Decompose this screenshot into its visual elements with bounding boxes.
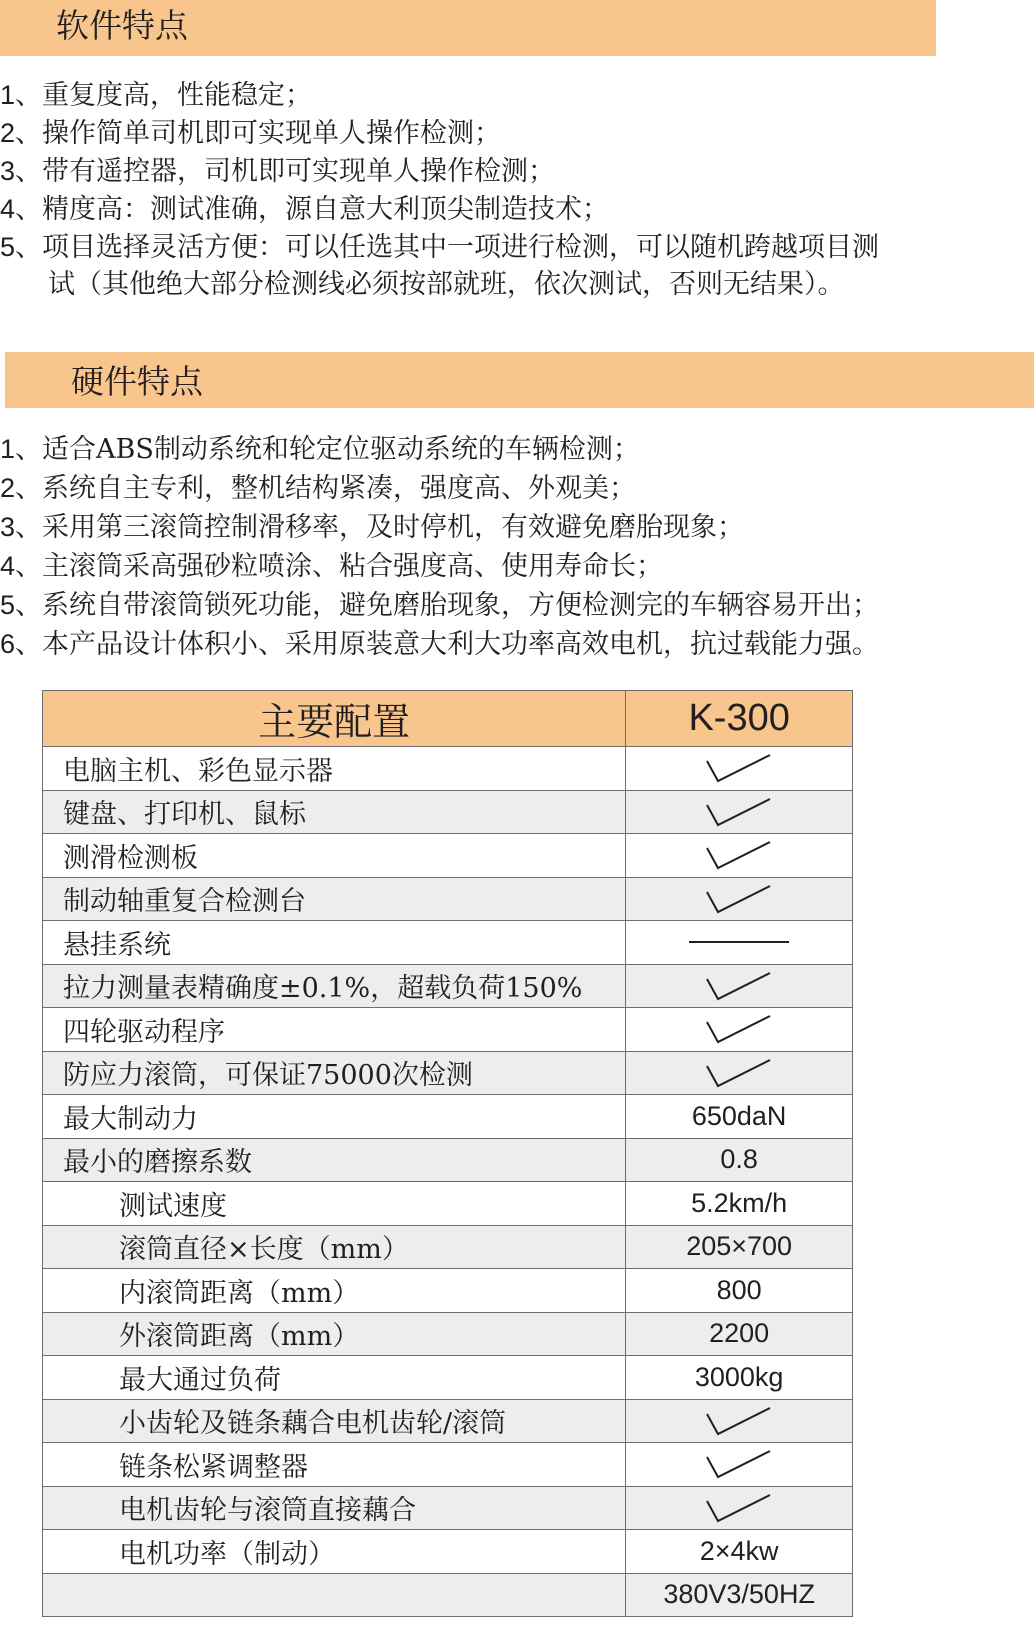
- spec-name: 制动轴重复合检测台: [43, 877, 626, 921]
- spec-name: 电机功率（制动）: [43, 1530, 626, 1574]
- spec-name: 四轮驱动程序: [43, 1008, 626, 1052]
- spec-name: 键盘、打印机、鼠标: [43, 790, 626, 834]
- feature-text: 、系统自带滚筒锁死功能，避免磨胎现象，方便检测完的车辆容易开出；: [15, 590, 880, 621]
- spec-value: [626, 834, 853, 878]
- feature-number: 5: [0, 232, 16, 262]
- feature-text: 、采用第三滚筒控制滑移率，及时停机，有效避免磨胎现象；: [15, 512, 745, 543]
- spec-value: 2200: [626, 1312, 853, 1356]
- spec-row: [43, 1312, 853, 1356]
- spec-value: 380V3/50HZ: [626, 1573, 853, 1617]
- check-icon: [626, 1491, 852, 1525]
- spec-row: [43, 1486, 853, 1530]
- spec-value: [626, 1051, 853, 1095]
- spec-row: [43, 1182, 853, 1226]
- feature-text: 、适合ABS制动系统和轮定位驱动系统的车辆检测；: [15, 434, 640, 465]
- feature-item: [0, 547, 663, 586]
- spec-table-body: [43, 747, 853, 1617]
- check-icon: [626, 1012, 852, 1046]
- spec-name: 电脑主机、彩色显示器: [43, 747, 626, 791]
- feature-number: 1: [0, 434, 16, 464]
- spec-name: 内滚筒距离（mm）: [43, 1269, 626, 1313]
- spec-row: [43, 1225, 853, 1269]
- spec-row: [43, 1530, 853, 1574]
- spec-row: [43, 964, 853, 1008]
- spec-table: [42, 690, 853, 1617]
- check-icon: [626, 1447, 852, 1481]
- spec-name: 拉力测量表精确度±0.1%，超载负荷150%: [43, 964, 626, 1008]
- feature-text: 、本产品设计体积小、采用原装意大利大功率高效电机，抗过载能力强。: [15, 629, 880, 660]
- check-icon: [626, 882, 852, 916]
- spec-value: [626, 1008, 853, 1052]
- hardware-features-title: 硬件特点: [71, 362, 203, 401]
- feature-number: 4: [0, 551, 16, 581]
- spec-name: 电机齿轮与滚筒直接藕合: [43, 1486, 626, 1530]
- feature-number: 5: [0, 590, 16, 620]
- feature-item: [0, 508, 744, 547]
- spec-row: [43, 877, 853, 921]
- spec-row: [43, 834, 853, 878]
- feature-number: 1: [0, 80, 16, 110]
- feature-text: 、项目选择灵活方便：可以任选其中一项进行检测，可以随机跨越项目测: [15, 232, 880, 263]
- feature-text: 、主滚筒采高强砂粒喷涂、粘合强度高、使用寿命长；: [15, 551, 664, 582]
- feature-item: [48, 266, 845, 304]
- feature-number: 3: [0, 156, 16, 186]
- feature-item: [0, 76, 312, 115]
- spec-name: 滚筒直径×长度（mm）: [43, 1225, 626, 1269]
- feature-item: [0, 586, 879, 625]
- spec-row: [43, 747, 853, 791]
- hardware-features-header: [5, 352, 1034, 408]
- feature-text: 、系统自主专利，整机结构紧凑，强度高、外观美；: [15, 473, 637, 504]
- spec-name: 最大制动力: [43, 1095, 626, 1139]
- feature-number: 2: [0, 473, 16, 503]
- check-icon: [626, 795, 852, 829]
- spec-name: 悬挂系统: [43, 921, 626, 965]
- spec-value: [626, 877, 853, 921]
- feature-item: [0, 430, 640, 469]
- spec-value: 205×700: [626, 1225, 853, 1269]
- spec-row: [43, 1095, 853, 1139]
- spec-value: 3000kg: [626, 1356, 853, 1400]
- spec-name: 测试速度: [43, 1182, 626, 1226]
- spec-row: [43, 1356, 853, 1400]
- feature-number: 3: [0, 512, 16, 542]
- spec-value: [626, 747, 853, 791]
- spec-name: 链条松紧调整器: [43, 1443, 626, 1487]
- spec-name: 最大通过负荷: [43, 1356, 626, 1400]
- feature-item: [0, 190, 609, 229]
- spec-row: [43, 1269, 853, 1313]
- feature-item: [0, 114, 501, 153]
- check-icon: [626, 969, 852, 1003]
- dash-icon: [689, 941, 789, 943]
- feature-item: [0, 625, 879, 664]
- spec-row: [43, 1138, 853, 1182]
- spec-value: 800: [626, 1269, 853, 1313]
- feature-number: 4: [0, 194, 16, 224]
- spec-name: 测滑检测板: [43, 834, 626, 878]
- feature-text: 、带有遥控器，司机即可实现单人操作检测；: [15, 156, 556, 187]
- spec-header-config: 主要配置: [43, 691, 626, 747]
- spec-value: [626, 964, 853, 1008]
- spec-table-header-row: [43, 691, 853, 747]
- spec-name: [43, 1573, 626, 1617]
- spec-row: [43, 1573, 853, 1617]
- spec-row: [43, 1443, 853, 1487]
- feature-text: 试（其他绝大部分检测线必须按部就班，依次测试，否则无结果）。: [48, 269, 845, 300]
- feature-item: [0, 228, 879, 267]
- feature-number: 6: [0, 629, 16, 659]
- spec-value: 650daN: [626, 1095, 853, 1139]
- spec-value: [626, 1486, 853, 1530]
- spec-row: [43, 790, 853, 834]
- feature-text: 、精度高：测试准确，源自意大利顶尖制造技术；: [15, 194, 610, 225]
- check-icon: [626, 751, 852, 785]
- check-icon: [626, 1404, 852, 1438]
- spec-name: 外滚筒距离（mm）: [43, 1312, 626, 1356]
- spec-name: 最小的磨擦系数: [43, 1138, 626, 1182]
- spec-row: [43, 1399, 853, 1443]
- feature-number: 2: [0, 118, 16, 148]
- spec-name: 小齿轮及链条藕合电机齿轮/滚筒: [43, 1399, 626, 1443]
- software-features-title: 软件特点: [56, 6, 188, 45]
- spec-value: 0.8: [626, 1138, 853, 1182]
- spec-row: [43, 1008, 853, 1052]
- feature-item: [0, 469, 636, 508]
- spec-value: [626, 1443, 853, 1487]
- spec-value: 5.2km/h: [626, 1182, 853, 1226]
- spec-row: [43, 1051, 853, 1095]
- software-features-header: [0, 0, 936, 56]
- spec-value: [626, 1399, 853, 1443]
- check-icon: [626, 1056, 852, 1090]
- check-icon: [626, 838, 852, 872]
- spec-row: [43, 921, 853, 965]
- spec-value: [626, 790, 853, 834]
- spec-value: 2×4kw: [626, 1530, 853, 1574]
- spec-name: 防应力滚筒，可保证75000次检测: [43, 1051, 626, 1095]
- feature-text: 、重复度高，性能稳定；: [15, 80, 313, 111]
- feature-item: [0, 152, 555, 191]
- spec-header-model: K-300: [626, 691, 853, 747]
- feature-text: 、操作简单司机即可实现单人操作检测；: [15, 118, 502, 149]
- spec-value: [626, 921, 853, 965]
